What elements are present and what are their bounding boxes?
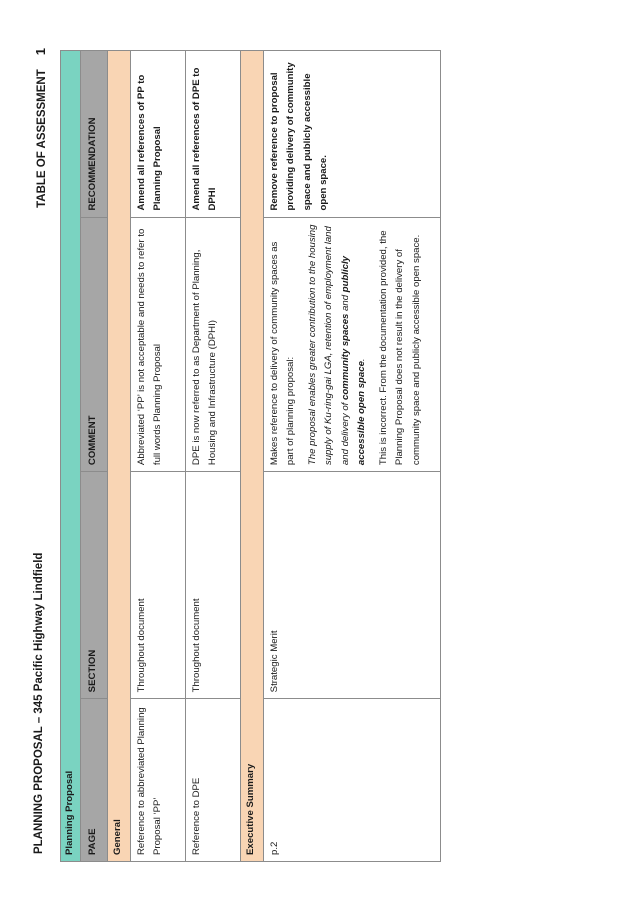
quote-text: The proposal enables greater contribution to the housing supply of Ku-ring-gai LGA, retention of employment land and delivery of [306, 224, 351, 466]
comment-intro: Makes reference to delivery of community spaces as part of planning proposal: [268, 241, 296, 466]
table-row [130, 51, 185, 862]
table-row [263, 51, 440, 862]
document-title: PLANNING PROPOSAL – 345 Pacific Highway Lindfield [33, 552, 45, 854]
quote-text: . [356, 358, 367, 362]
column-header-section: SECTION [80, 472, 107, 699]
cell-section: Throughout document [130, 472, 185, 699]
page-number: 1 [33, 48, 48, 56]
table-row [185, 51, 240, 862]
quote-emphasis: publicly accessible open space [339, 256, 367, 466]
comment-quote [305, 224, 371, 466]
cell-recommendation: Amend all references of PP to Planning Proposal [130, 51, 185, 218]
cell-page: p.2 [263, 699, 440, 862]
column-header-recommendation: RECOMMENDATION [80, 51, 107, 218]
column-header-row [80, 51, 107, 862]
group-row-general [107, 51, 130, 862]
group-title-executive-summary: Executive Summary [240, 51, 263, 862]
comment-follow: This is incorrect. From the documentation provided, the Planning Proposal does not result in the delivery of community space and publicly accessible open space. [377, 230, 422, 466]
cell-recommendation: Amend all references of DPE to DPHI [185, 51, 240, 218]
cell-comment: DPE is now referred to as Department of Planning, Housing and Infrastructure (DPHI) [185, 217, 240, 472]
cell-comment [263, 217, 440, 472]
table-title: Planning Proposal [61, 51, 81, 862]
column-header-comment: COMMENT [80, 217, 107, 472]
section-title: TABLE OF ASSESSMENT [36, 69, 48, 208]
group-row-executive-summary [240, 51, 263, 862]
table-title-row [61, 51, 81, 862]
cell-page: Reference to DPE [185, 699, 240, 862]
group-title-general: General [107, 51, 130, 862]
cell-recommendation: Remove reference to proposal providing delivery of community space and publicly accessible open space. [263, 51, 440, 218]
quote-emphasis: community spaces [339, 313, 351, 401]
cell-page: Reference to abbreviated Planning Proposal ‘PP’ [130, 699, 185, 862]
assessment-table [60, 50, 441, 862]
cell-section: Strategic Merit [263, 472, 440, 699]
cell-comment: Abbreviated ‘PP’ is not acceptable and needs to refer to full words Planning Proposal [130, 217, 185, 472]
column-header-page: PAGE [80, 699, 107, 862]
page-header-right [33, 48, 48, 208]
quote-text: and [339, 292, 351, 314]
cell-section: Throughout document [185, 472, 240, 699]
